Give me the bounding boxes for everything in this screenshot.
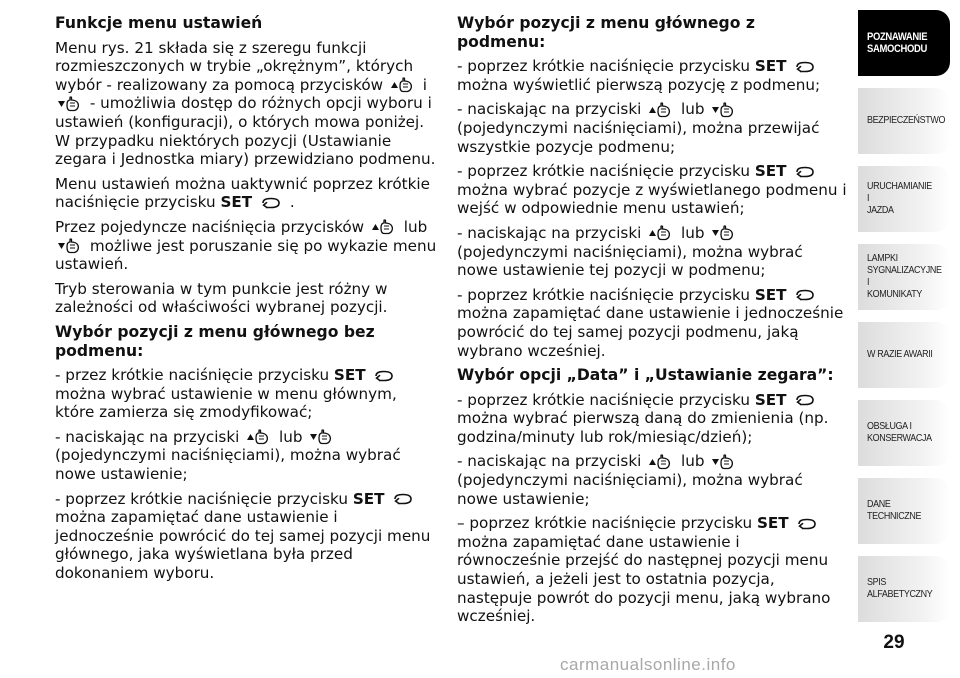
- set-return-arrow-icon: [794, 289, 816, 301]
- text: - poprzez krótkie naciśnięcie przycisku: [457, 57, 751, 76]
- text: można wybrać pozycje z wyświetlanego podmenu i wejść w odpowiednie menu ustawień;: [457, 180, 847, 218]
- text: – poprzez krótkie naciśnięcie przycisku: [457, 514, 753, 533]
- paragraph-step: [457, 100, 847, 156]
- page-number: 29: [883, 632, 905, 653]
- hand-down-icon: [57, 96, 83, 112]
- text: można zapamiętać dane ustawienie i równocześnie przejść do następnej pozycji menu ustawień, a jeżeli jest to ostatnia pozycja, następuje powrót do pozycji menu, jaką wybrano wcześniej.: [457, 532, 831, 626]
- paragraph-activate-menu: [55, 175, 440, 212]
- chapter-tab-obsluga-i-konserwacja[interactable]: [858, 400, 950, 466]
- chapter-tab-label: DANE TECHNICZNE: [867, 499, 922, 522]
- set-key-label: SET: [756, 514, 789, 533]
- text: możliwe jest poruszanie się po wykazie menu ustawień.: [55, 236, 437, 274]
- chapter-tab-label: URUCHAMIANIE I JAZDA: [867, 181, 932, 216]
- text: (pojedynczymi naciśnięciami), można wybrać nowe ustawienie tej pozycji w podmenu;: [457, 242, 803, 280]
- text: lub: [681, 100, 705, 119]
- text: lub: [681, 223, 705, 242]
- paragraph-step: [457, 57, 847, 94]
- chapter-tab-uruchamianie-i-jazda[interactable]: [858, 166, 950, 232]
- right-column: [457, 14, 847, 632]
- text: (pojedynczymi naciśnięciami), można wybrać nowe ustawienie;: [55, 446, 401, 484]
- chapter-tab-label: LAMPKI SYGNALIZACYJNE I KOMUNIKATY: [867, 253, 942, 300]
- text: (pojedynczymi naciśnięciami), można wybrać nowe ustawienie;: [457, 471, 803, 508]
- set-return-arrow-icon: [392, 493, 414, 505]
- section-heading-date-clock: Wybór opcji „Data” i „Ustawianie zegara”:: [457, 366, 834, 385]
- set-key-label: SET: [754, 390, 787, 409]
- hand-up-icon: [648, 454, 674, 470]
- chapter-tab-label: W RAZIE AWARII: [867, 349, 933, 360]
- chapter-tab-spis-alfabetyczny[interactable]: [858, 556, 950, 622]
- text: lub: [681, 452, 705, 471]
- text: - poprzez krótkie naciśnięcie przycisku: [55, 489, 349, 508]
- paragraph-step: [55, 490, 440, 583]
- set-return-arrow-icon: [794, 166, 816, 178]
- hand-up-icon: [648, 225, 674, 241]
- chapter-tab-label: BEZPIECZEŃSTWO: [867, 115, 946, 126]
- set-return-arrow-icon: [794, 394, 816, 406]
- hand-up-icon: [371, 219, 397, 235]
- set-key-label: SET: [754, 57, 787, 76]
- paragraph-step: [457, 162, 847, 218]
- hand-up-icon: [390, 77, 416, 93]
- section-heading-with-submenu: Wybór pozycji z menu głównego z podmenu:: [457, 14, 755, 51]
- left-column: [55, 14, 440, 589]
- text: Menu ustawień można uaktywnić poprzez krótkie naciśnięcie przycisku: [55, 174, 430, 212]
- set-return-arrow-icon: [794, 61, 816, 73]
- paragraph-step: [457, 391, 847, 447]
- chapter-tab-poznawanie-samochodu[interactable]: [858, 10, 950, 76]
- text: można wyświetlić pierwszą pozycję z podmenu;: [457, 75, 821, 94]
- text: (pojedynczymi naciśnięciami), można przewijać wszystkie pozycje podmenu;: [457, 118, 820, 156]
- text: można zapamiętać dane ustawienie i jednocześnie powrócić do tej samej pozycji menu głównego, jaka wyświetlana była przed dokonaniem wyboru.: [55, 508, 431, 583]
- paragraph-step: [457, 514, 847, 626]
- paragraph-step: [457, 224, 847, 280]
- section-heading-no-submenu: Wybór pozycji z menu głównego bez podmenu:: [55, 322, 375, 360]
- section-heading-settings-menu: Funkcje menu ustawień: [55, 14, 263, 32]
- text: - naciskając na przyciski: [457, 100, 642, 119]
- paragraph-control-mode: Tryb sterowania w tym punkcie jest różny w zależności od właściwości wybranej pozycji.: [55, 279, 388, 317]
- chapter-tab-label: SPIS ALFABETYCZNY: [867, 577, 933, 600]
- text: .: [289, 193, 295, 212]
- chapter-tab-bezpieczenstwo[interactable]: [858, 88, 950, 154]
- chapter-tab-label: POZNAWANIE SAMOCHODU: [867, 31, 928, 55]
- text: można wybrać pierwszą daną do zmienienia (np. godzina/minuty lub rok/miesiąc/dzień);: [457, 409, 829, 446]
- chapter-tabs: [858, 10, 950, 620]
- text: - przez krótkie naciśnięcie przycisku: [55, 366, 330, 385]
- hand-up-icon: [246, 429, 272, 445]
- hand-down-icon: [711, 102, 737, 118]
- hand-down-icon: [711, 225, 737, 241]
- chapter-tab-label: OBSŁUGA I KONSERWACJA: [867, 421, 932, 444]
- paragraph-step: [457, 286, 847, 360]
- paragraph-navigate-menu: [55, 218, 440, 274]
- text: lub: [403, 217, 428, 236]
- text: lub: [279, 427, 303, 446]
- chapter-tab-dane-techniczne[interactable]: [858, 478, 950, 544]
- text: - naciskając na przyciski: [457, 223, 642, 242]
- set-key-label: SET: [333, 366, 366, 385]
- hand-down-icon: [309, 429, 335, 445]
- set-key-label: SET: [352, 489, 385, 508]
- set-return-arrow-icon: [260, 197, 282, 209]
- chapter-tab-lampki-sygnalizacyjne[interactable]: [858, 244, 950, 310]
- hand-up-icon: [648, 102, 674, 118]
- paragraph-step: [55, 366, 440, 422]
- chapter-tab-w-razie-awarii[interactable]: [858, 322, 950, 388]
- text: - poprzez krótkie naciśnięcie przycisku: [457, 285, 751, 304]
- set-key-label: SET: [220, 193, 253, 212]
- text: - umożliwia dostęp do różnych opcji wyboru i ustawień (konfiguracji), o których mowa poniżej. W przypadku niektórych pozycji (Ustawianie zegara i Jednostka miary) przewidziano podmenu.: [55, 94, 436, 169]
- text: - poprzez krótkie naciśnięcie przycisku: [457, 390, 751, 409]
- paragraph-step: [457, 452, 847, 508]
- text: można zapamiętać dane ustawienie i jednocześnie powrócić do tej samej pozycji podmenu, jaką wybrano wcześniej.: [457, 304, 844, 360]
- set-key-label: SET: [754, 162, 787, 181]
- set-key-label: SET: [754, 285, 787, 304]
- text: - naciskając na przyciski: [457, 452, 642, 471]
- text: - naciskając na przyciski: [55, 427, 240, 446]
- text: i: [422, 75, 427, 94]
- text: można wybrać ustawienie w menu głównym, które zamierza się zmodyfikować;: [55, 384, 397, 422]
- paragraph-menu-description: [55, 39, 440, 169]
- text: Przez pojedyncze naciśnięcia przycisków: [55, 217, 365, 236]
- paragraph-step: [55, 428, 440, 484]
- hand-down-icon: [57, 238, 83, 254]
- text: - poprzez krótkie naciśnięcie przycisku: [457, 162, 751, 181]
- text: Menu rys. 21 składa się z szeregu funkcji rozmieszczonych w trybie „okrężnym”, których wybór - realizowany za pomocą przycisków: [55, 38, 414, 94]
- set-return-arrow-icon: [796, 518, 818, 530]
- watermark: carmanualsonline.info: [560, 655, 736, 674]
- set-return-arrow-icon: [373, 370, 395, 382]
- hand-down-icon: [711, 454, 737, 470]
